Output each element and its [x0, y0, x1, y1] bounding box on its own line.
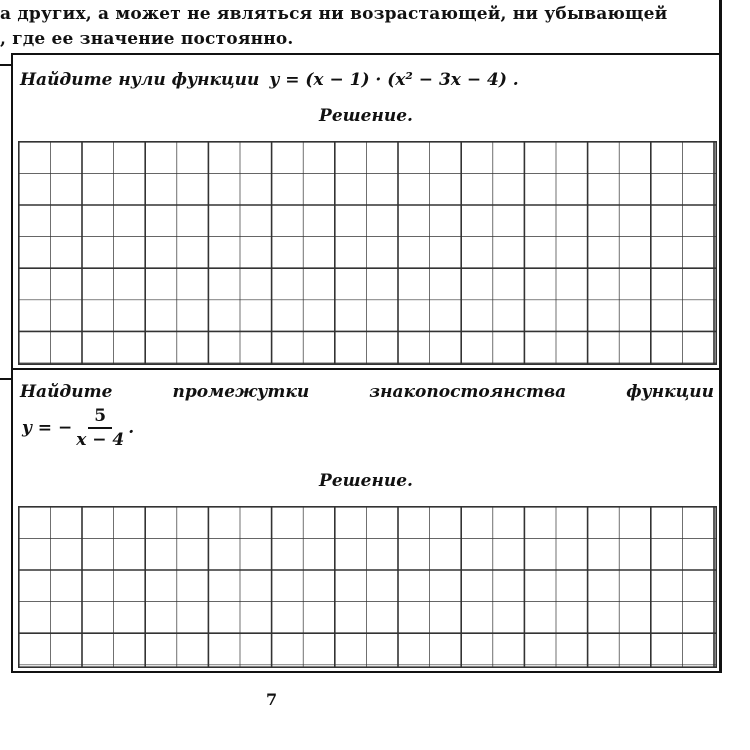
- page-number: 7: [266, 690, 278, 709]
- task1-formula: y = (x − 1) · (x² − 3x − 4) .: [269, 70, 519, 90]
- frame-right-border: [719, 0, 722, 672]
- task2-formula-prefix: y = −: [22, 418, 73, 438]
- divider-bottom: [11, 671, 722, 673]
- frame-left-border: [11, 54, 13, 672]
- grid-1-lines: [18, 141, 717, 365]
- task1-solution-label: Решение.: [319, 106, 413, 126]
- divider-middle: [11, 368, 722, 370]
- task2-word-4: функции: [626, 382, 714, 402]
- task2-word-1: Найдите: [20, 382, 113, 402]
- number-cell-stub-2: [0, 378, 11, 380]
- divider-top: [11, 53, 722, 55]
- task2-word-2: промежутки: [172, 382, 310, 402]
- intro-line-2: , где ее значение постоянно.: [0, 29, 294, 49]
- task2-word-3: знакопостоянства: [369, 382, 567, 402]
- grid-2-lines: [18, 506, 717, 668]
- task2-formula: [22, 406, 134, 450]
- task2-solution-label: Решение.: [319, 471, 413, 491]
- number-cell-stub-1: [0, 64, 11, 66]
- task2-denominator: x − 4: [76, 430, 125, 450]
- task1-text: [20, 70, 519, 90]
- task1-answer-grid[interactable]: [18, 141, 717, 365]
- intro-line-1: а других, а может не являться ни возрастающей, ни убывающей: [0, 4, 668, 24]
- task2-fraction: [76, 406, 124, 450]
- task2-text: [20, 382, 714, 402]
- task1-prompt: Найдите нули функции: [20, 70, 260, 90]
- task2-answer-grid[interactable]: [18, 506, 717, 668]
- task2-numerator: 5: [88, 406, 112, 429]
- task2-formula-suffix: .: [128, 418, 135, 438]
